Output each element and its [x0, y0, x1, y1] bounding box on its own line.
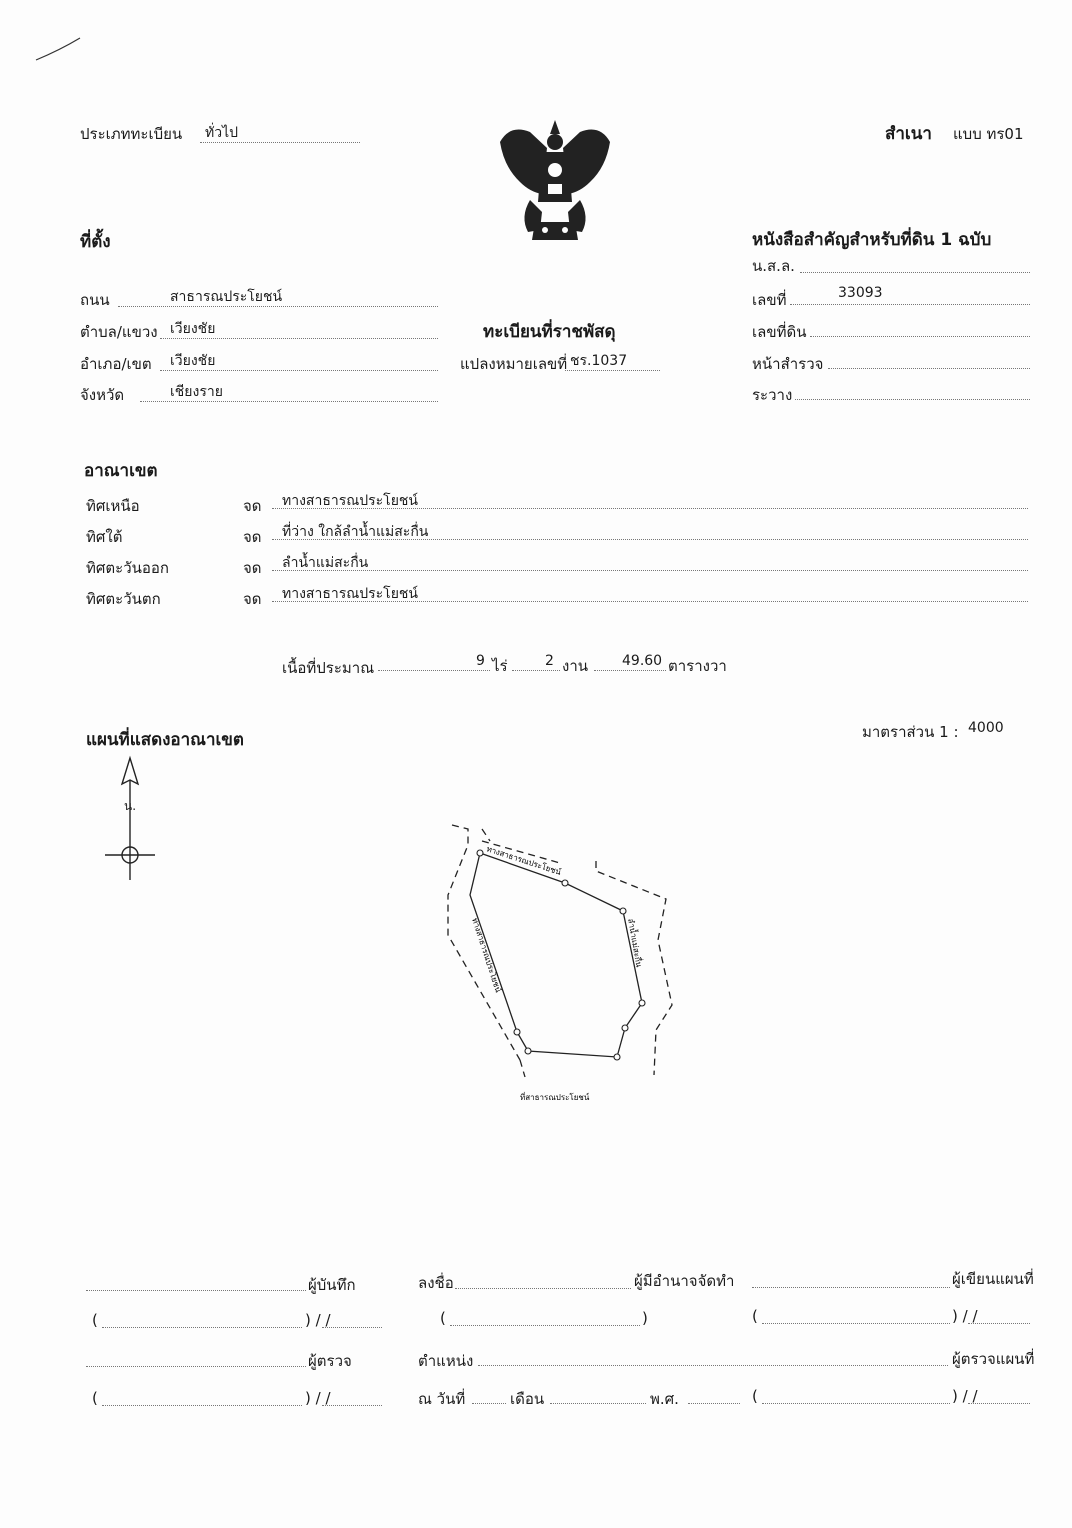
land-number-label: เลขที่ดิน: [752, 323, 807, 341]
road-label: ถนน: [80, 291, 110, 309]
signature-label: ลงชื่อ: [418, 1274, 454, 1292]
position-label: ตำแหน่ง: [418, 1352, 474, 1370]
map-inspector-date: ) / /: [952, 1387, 978, 1405]
month-label: เดือน: [510, 1390, 545, 1408]
province-label: จังหวัด: [80, 386, 125, 404]
inspector-open-paren: (: [92, 1389, 98, 1407]
parcel-map: [420, 815, 710, 1115]
form-label: แบบ ทร01: [953, 125, 1024, 143]
area-rai-value: 9: [476, 653, 485, 669]
signer-close-paren: ): [642, 1309, 648, 1327]
east-value: ลำน้ำแม่สะกื่น: [282, 555, 369, 571]
area-label: เนื้อที่ประมาณ: [282, 659, 375, 677]
registry-title: ทะเบียนที่ราชพัสดุ: [483, 322, 616, 342]
on-date-label: ณ วันที่: [418, 1390, 466, 1408]
survey-page-label: หน้าสำรวจ: [752, 355, 824, 373]
parcel-left-road-label: ทางสาธารณประโยชน์: [470, 916, 503, 994]
north-value: ทางสาธารณประโยชน์: [282, 493, 418, 509]
scale-value: 4000: [968, 720, 1004, 736]
district-value: เวียงชัย: [170, 353, 216, 369]
road-value: สาธารณประโยชน์: [170, 289, 283, 305]
area-rai-unit: ไร่: [492, 657, 508, 675]
inspector-label: ผู้ตรวจ: [308, 1352, 352, 1370]
sheet-label: ระวาง: [752, 386, 793, 404]
recorder-label: ผู้บันทึก: [308, 1276, 356, 1294]
south-value: ที่ว่าง ใกล้ลำน้ำแม่สะกื่น: [282, 524, 429, 540]
east-adj: จด: [243, 559, 262, 577]
copy-label: สำเนา: [885, 124, 932, 144]
area-wa-unit: ตารางวา: [668, 657, 727, 675]
garuda-emblem-icon: [490, 112, 620, 252]
inspector-date: ) / /: [305, 1389, 331, 1407]
district-label: อำเภอ/เขต: [80, 355, 152, 373]
south-label: ทิศใต้: [86, 528, 123, 546]
area-ngan-unit: งาน: [562, 657, 589, 675]
map-inspector-open-paren: (: [752, 1387, 758, 1405]
doc-number-label: เลขที่: [752, 291, 787, 309]
registry-type-label: ประเภททะเบียน: [80, 125, 183, 143]
registry-type-value: ทั่วไป: [205, 125, 239, 141]
area-wa-value: 49.60: [622, 653, 663, 669]
map-title: แผนที่แสดงอาณาเขต: [86, 730, 244, 750]
parcel-right-label: ลำน้ำแม่สะกื่น: [626, 917, 644, 968]
pen-mark: [30, 30, 90, 70]
west-adj: จด: [243, 590, 262, 608]
parcel-top-road-label: ทางสาธารณประโยชน์: [485, 844, 563, 877]
nsl-label: น.ส.ล.: [752, 257, 795, 275]
parcel-label: แปลงหมายเลขที่: [460, 355, 568, 373]
province-value: เชียงราย: [170, 384, 223, 400]
drawer-open-paren: (: [752, 1307, 758, 1325]
map-inspector-label: ผู้ตรวจแผนที่: [952, 1350, 1035, 1368]
doc-number-value: 33093: [838, 285, 883, 301]
land-doc-label: หนังสือสำคัญสำหรับที่ดิน 1 ฉบับ: [752, 230, 992, 250]
north-letter: น.: [124, 799, 137, 813]
subdistrict-value: เวียงชัย: [170, 321, 216, 337]
parcel-bottom-label: ที่สาธารณประโยชน์: [520, 1093, 590, 1102]
signer-open-paren: (: [440, 1309, 446, 1327]
recorder-open-paren: (: [92, 1311, 98, 1329]
map-drawer-label: ผู้เขียนแผนที่: [952, 1270, 1034, 1288]
west-value: ทางสาธารณประโยชน์: [282, 586, 418, 602]
scale-label: มาตราส่วน 1 :: [862, 723, 959, 741]
south-adj: จด: [243, 528, 262, 546]
drawer-date: ) / /: [952, 1307, 978, 1325]
boundary-title: อาณาเขต: [84, 461, 158, 481]
year-label: พ.ศ.: [650, 1390, 679, 1408]
subdistrict-label: ตำบล/แขวง: [80, 323, 158, 341]
north-adj: จด: [243, 497, 262, 515]
parcel-value: ชร.1037: [570, 353, 628, 369]
area-ngan-value: 2: [545, 653, 554, 669]
authority-label: ผู้มีอำนาจจัดทำ: [634, 1272, 735, 1290]
north-label: ทิศเหนือ: [86, 497, 140, 515]
recorder-date: ) / /: [305, 1311, 331, 1329]
east-label: ทิศตะวันออก: [86, 559, 169, 577]
west-label: ทิศตะวันตก: [86, 590, 161, 608]
north-arrow-icon: [100, 750, 160, 885]
location-title: ที่ตั้ง: [80, 232, 111, 252]
